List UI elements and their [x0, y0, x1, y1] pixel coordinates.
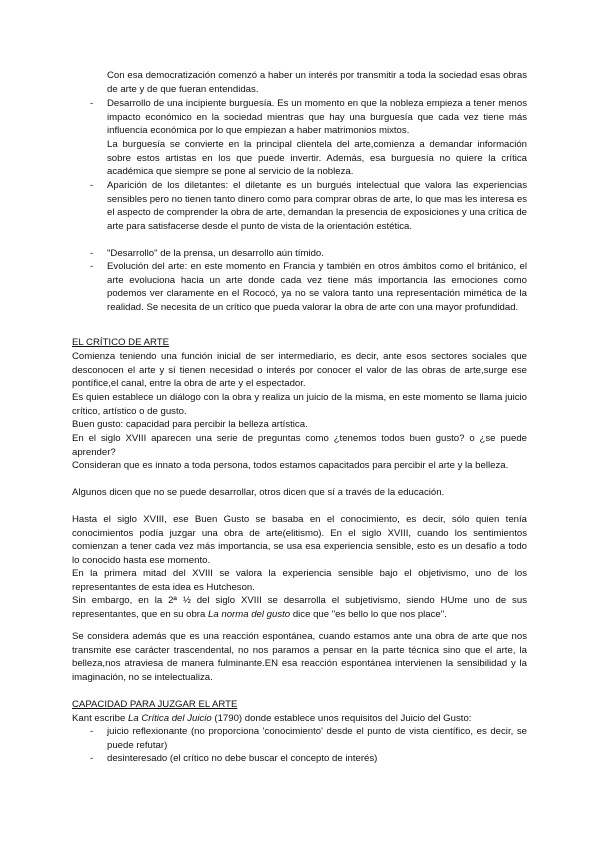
hume-text-pre: Sin embargo, en la 2ª ½ del siglo XVIII se desarrolla el subjetivismo, siendo HUme uno de sus representantes, que en su obra	[72, 595, 527, 620]
intro-continuation: Con esa democratización comenzó a haber un interés por transmitir a toda la sociedad esas obras de arte y de que fueran entendidas.	[107, 70, 527, 95]
bullet-press: "Desarrollo" de la prensa, un desarrollo aún tímido.	[107, 248, 324, 259]
kant-text-post: (1790) donde establece unos requisitos del Juicio del Gusto:	[211, 713, 472, 724]
hume-work-title: La norma del gusto	[208, 608, 291, 620]
paragraph-good-taste: Buen gusto: capacidad para percibir la belleza artística.	[72, 419, 308, 430]
bullet-marker: -	[90, 98, 94, 109]
section-heading-critic: EL CRÍTICO DE ARTE	[72, 337, 170, 348]
bullet-bourgeoisie-extra: La burguesía se convierte en la principal clientela del arte,comienza a demandar información sobre estos artistas en los que puede invertir. Además, esa burguesía no quiere la crítica académica que siempre se pone al servicio de la nobleza.	[107, 139, 527, 178]
paragraph-until-xviii: Hasta el siglo XVIII, ese Buen Gusto se basaba en el conocimiento, es decir, sólo quien tenía conocimientos podía juzgar una obra de arte(elitismo). En el siglo XVIII, cuando los sentimientos comienzan a tener cada vez más importancia, se usa esa experiencia sensible, esto es un desafío a todo lo conocido hasta ese momento.	[72, 514, 527, 566]
requirement-disinterested: desinteresado (el crítico no debe buscar el concepto de interés)	[107, 753, 378, 764]
hume-text-post: dice que "es bello lo que nos place".	[290, 608, 447, 620]
paragraph-spontaneous: Se considera además que es una reacción espontánea, cuando estamos ante una obra de arte que nos transmite ese carácter trascendental, no nos paramos a pensar en la parte técnica sino que el arte, la belleza,nos atraviesa de manera fulminante.EN esa reacción espontánea intervienen la sensibilidad y la imaginación, no se intelectualiza.	[72, 631, 527, 683]
bullet-art-evolution: Evolución del arte: en este momento en Francia y también en otros ámbitos como el británico, el arte evoluciona hacia un arte donde cada vez tiene más importancia las emociones como podemos ver claramente en el Rococó, ya no se valora tanto una representación mimética de la realidad. Se necesita de un crítico que pueda valorar la obra de arte con una mayor profundidad.	[107, 261, 527, 313]
bullet-marker: -	[90, 726, 94, 737]
bullet-bourgeoisie: Desarrollo de una incipiente burguesía. Es un momento en que la nobleza empieza a tener menos impacto económico en la sociedad mientras que hay una burguesía que cada vez tiene más influencia económica por lo que empiezan a haber matrimonios mixtos.	[107, 98, 527, 137]
paragraph-innate: Consideran que es innato a toda persona, todos estamos capacitados para percibir el arte y la belleza.	[72, 460, 509, 471]
paragraph-subjectivism	[72, 594, 527, 621]
section-heading-judgment: CAPACIDAD PARA JUZGAR EL ARTE	[72, 699, 238, 710]
paragraph-dialogue: Es quien establece un diálogo con la obra y realiza un juicio de la misma, en este momento se llama juicio crítico, artístico o de gusto.	[72, 392, 527, 417]
paragraph-questions: En el siglo XVIII aparecen una serie de preguntas como ¿tenemos todos buen gusto? o ¿se puede aprender?	[72, 433, 527, 458]
paragraph-objectivism: En la primera mitad del XVIII se valora la experiencia sensible bajo el objetivismo, uno de los representantes de esta idea es Hutcheson.	[72, 568, 527, 593]
bullet-marker: -	[90, 753, 94, 764]
kant-text-pre: Kant escribe	[72, 713, 128, 724]
bullet-marker: -	[90, 261, 94, 272]
kant-work-title: La Crítica del Juicio	[128, 713, 212, 724]
requirement-reflective: juicio reflexionante (no proporciona 'conocimiento' desde el punto de vista científico, es decir, se puede refutar)	[107, 726, 527, 751]
paragraph-kant	[72, 712, 527, 726]
bullet-marker: -	[90, 180, 94, 191]
paragraph-intermediary: Comienza teniendo una función inicial de ser intermediario, es decir, ante esos sectores sociales que desconocen el arte y sí tienen necesidad o interés por conocer el valor de las obras de arte,surge ese pontífice,el canal, entre la obra de arte y el espectador.	[72, 351, 527, 390]
bullet-dilettantes: Aparición de los diletantes: el diletante es un burgués intelectual que valora las experiencias sensibles pero no tienen tanto dinero como para comprar obras de arte, lo que mas les interesa es el aspecto de comprender la obra de arte, demandan la presencia de exposiciones y una crítica de arte para satisfacerse desde el punto de vista de la orientación estética.	[107, 180, 527, 232]
bullet-marker: -	[90, 248, 94, 259]
paragraph-education: Algunos dicen que no se puede desarrollar, otros dicen que sí a través de la educación.	[72, 487, 445, 498]
